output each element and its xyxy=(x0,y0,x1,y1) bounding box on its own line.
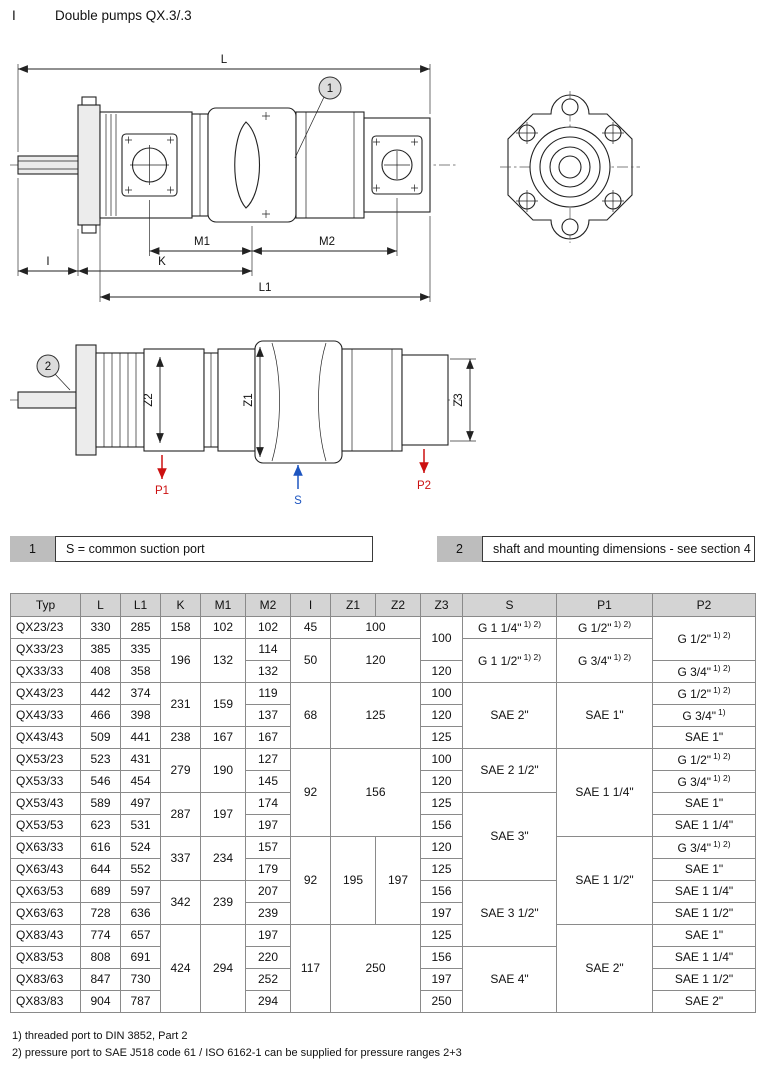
pump-port-view-body xyxy=(10,341,462,463)
drive-shaft-2 xyxy=(18,392,76,408)
dimension-value-cell: 589 xyxy=(81,793,121,815)
pump-type-cell: QX63/63 xyxy=(11,903,81,925)
dimension-value-cell: 787 xyxy=(121,991,161,1013)
dimension-value-cell: 195 xyxy=(331,837,376,925)
pump-type-cell: QX53/43 xyxy=(11,793,81,815)
dimension-value-cell: 100 xyxy=(421,749,463,771)
dimension-value-cell: SAE 1" xyxy=(653,859,756,881)
dimension-value-cell: 102 xyxy=(201,617,246,639)
dimension-value-cell: 137 xyxy=(246,705,291,727)
pump-type-cell: QX63/33 xyxy=(11,837,81,859)
pump-type-cell: QX53/23 xyxy=(11,749,81,771)
table-row xyxy=(11,683,756,705)
dimension-value-cell: SAE 1 1/2" xyxy=(557,837,653,925)
dimension-value-cell: G 1 1/4" $^{1) 2)}$ xyxy=(463,617,557,639)
port-label-S: S xyxy=(294,495,302,507)
dimension-value-cell: 442 xyxy=(81,683,121,705)
dimension-value-cell: SAE 3 1/2" xyxy=(463,881,557,947)
table-row xyxy=(11,837,756,859)
dimension-value-cell: 250 xyxy=(421,991,463,1013)
dimension-value-cell: 45 xyxy=(291,617,331,639)
dimension-value-cell: 117 xyxy=(291,925,331,1013)
dimension-value-cell: 616 xyxy=(81,837,121,859)
legend-2-text: shaft and mounting dimensions - see section 4 xyxy=(482,536,755,562)
dimension-value-cell: SAE 1 1/4" xyxy=(653,947,756,969)
dimension-value-cell: 808 xyxy=(81,947,121,969)
dimension-value-cell: 335 xyxy=(121,639,161,661)
dim-label-Z3: Z3 xyxy=(453,393,465,407)
dimension-value-cell: SAE 1 1/4" xyxy=(653,815,756,837)
dimension-value-cell: 156 xyxy=(421,881,463,903)
page-title: Double pumps QX.3/.3 xyxy=(55,8,192,23)
pump-type-cell: QX33/33 xyxy=(11,661,81,683)
dim-label-M2: M2 xyxy=(319,236,335,248)
pump-type-cell: QX53/53 xyxy=(11,815,81,837)
col-header-l: L xyxy=(81,594,121,617)
dimension-value-cell: 197 xyxy=(421,969,463,991)
dim-label-L1: L1 xyxy=(258,282,272,294)
dimension-value-cell: 523 xyxy=(81,749,121,771)
dimension-value-cell: 728 xyxy=(81,903,121,925)
dim-label-I: I xyxy=(46,256,50,268)
dimension-value-cell: 385 xyxy=(81,639,121,661)
end-cover-bottom xyxy=(402,355,448,445)
mounting-flange-view xyxy=(500,91,640,243)
dimension-value-cell: G 1/2" $^{1) 2)}$ xyxy=(653,749,756,771)
dimension-value-cell: 657 xyxy=(121,925,161,947)
dimension-value-cell: 197 xyxy=(421,903,463,925)
footnotes xyxy=(12,1028,462,1062)
dimension-value-cell: 847 xyxy=(81,969,121,991)
dimension-value-cell: 132 xyxy=(246,661,291,683)
dimension-value-cell: 127 xyxy=(246,749,291,771)
shaft-end xyxy=(559,156,581,178)
dimension-value-cell: 424 xyxy=(161,925,201,1013)
port-label-P2: P2 xyxy=(416,480,432,492)
dimension-value-cell: 125 xyxy=(421,859,463,881)
dimension-value-cell: G 3/4" $^{1) 2)}$ xyxy=(557,639,653,683)
dimension-value-cell: 524 xyxy=(121,837,161,859)
dimension-value-cell: SAE 2" xyxy=(557,925,653,1013)
dimension-value-cell: 466 xyxy=(81,705,121,727)
table-header-row xyxy=(11,594,756,617)
pump-type-cell: QX83/63 xyxy=(11,969,81,991)
pump-type-cell: QX43/33 xyxy=(11,705,81,727)
pump-type-cell: QX43/23 xyxy=(11,683,81,705)
drive-shaft xyxy=(18,156,80,174)
dimension-value-cell: 50 xyxy=(291,639,331,683)
dimension-value-cell: 197 xyxy=(376,837,421,925)
dimension-value-cell: 337 xyxy=(161,837,201,881)
drawing-side-view xyxy=(10,50,755,330)
dimension-value-cell: 156 xyxy=(421,815,463,837)
dimension-value-cell: 279 xyxy=(161,749,201,793)
dimension-value-cell: 100 xyxy=(421,683,463,705)
dim-label-Z2: Z2 xyxy=(143,393,155,407)
dimension-value-cell: 285 xyxy=(121,617,161,639)
dimension-value-cell: 120 xyxy=(421,705,463,727)
dimension-value-cell: 239 xyxy=(201,881,246,925)
dimension-value-cell: 119 xyxy=(246,683,291,705)
mounting-hole-bottom xyxy=(562,219,578,235)
legend-item-1 xyxy=(10,536,373,562)
dimension-value-cell: 691 xyxy=(121,947,161,969)
dimension-value-cell: 597 xyxy=(121,881,161,903)
dim-label-L: L xyxy=(220,54,228,66)
legend-item-2 xyxy=(437,536,755,562)
dimension-value-cell: G 3/4" $^{1)}$ xyxy=(653,705,756,727)
port-label-P1: P1 xyxy=(154,485,170,497)
dimension-value-cell: 120 xyxy=(421,837,463,859)
col-header-z1: Z1 xyxy=(331,594,376,617)
dimension-value-cell: 231 xyxy=(161,683,201,727)
dimension-value-cell: SAE 2 1/2" xyxy=(463,749,557,793)
dimension-value-cell: 197 xyxy=(246,925,291,947)
dimension-value-cell: SAE 2" xyxy=(653,991,756,1013)
footnote-2: 2) pressure port to SAE J518 code 61 / ISO 6162-1 can be supplied for pressure ranges 2+3 xyxy=(12,1047,462,1059)
dimension-value-cell: 179 xyxy=(246,859,291,881)
dimension-value-cell: 220 xyxy=(246,947,291,969)
pump-type-cell: QX83/53 xyxy=(11,947,81,969)
dim-label-M1: M1 xyxy=(194,236,210,248)
dimension-value-cell: 546 xyxy=(81,771,121,793)
dimension-value-cell: 190 xyxy=(201,749,246,793)
dimension-value-cell: SAE 1" xyxy=(653,727,756,749)
dimension-value-cell: 125 xyxy=(421,793,463,815)
dimension-value-cell: 157 xyxy=(246,837,291,859)
dimension-value-cell: 234 xyxy=(201,837,246,881)
dimension-value-cell: 197 xyxy=(246,815,291,837)
section-marker: I xyxy=(12,8,16,23)
footnote-1: 1) threaded port to DIN 3852, Part 2 xyxy=(12,1030,188,1042)
pump-stage-2-bottom xyxy=(342,349,402,451)
table-row xyxy=(11,749,756,771)
dimension-value-cell: 196 xyxy=(161,639,201,683)
dimension-value-cell: 158 xyxy=(161,617,201,639)
dim-label-K: K xyxy=(158,256,166,268)
legend-2-number: 2 xyxy=(437,536,482,562)
drawing-port-view xyxy=(10,333,755,518)
col-header-z2: Z2 xyxy=(376,594,421,617)
dimension-value-cell: 509 xyxy=(81,727,121,749)
dimension-value-cell: 644 xyxy=(81,859,121,881)
dimension-value-cell: SAE 1" xyxy=(653,793,756,815)
dimension-value-cell: 125 xyxy=(421,727,463,749)
table-row xyxy=(11,617,756,639)
dim-label-Z1: Z1 xyxy=(243,393,255,407)
dimension-value-cell: 374 xyxy=(121,683,161,705)
dimension-value-cell: 689 xyxy=(81,881,121,903)
dimension-value-cell: SAE 2" xyxy=(463,683,557,749)
dimension-value-cell: G 3/4" $^{1) 2)}$ xyxy=(653,837,756,859)
dimension-value-cell: 120 xyxy=(421,771,463,793)
dimension-value-cell: 441 xyxy=(121,727,161,749)
col-header-i: I xyxy=(291,594,331,617)
dimension-value-cell: G 1/2" $^{1) 2)}$ xyxy=(557,617,653,639)
dimension-value-cell: 497 xyxy=(121,793,161,815)
dimension-value-cell: SAE 1 1/2" xyxy=(653,903,756,925)
dimension-value-cell: 287 xyxy=(161,793,201,837)
dimension-value-cell: G 1/2" $^{1) 2)}$ xyxy=(653,683,756,705)
dimension-value-cell: 358 xyxy=(121,661,161,683)
dimension-value-cell: 92 xyxy=(291,837,331,925)
dimension-value-cell: 408 xyxy=(81,661,121,683)
col-header-p2: P2 xyxy=(653,594,756,617)
dimension-value-cell: 431 xyxy=(121,749,161,771)
dimension-value-cell: 156 xyxy=(421,947,463,969)
dimension-value-cell: 100 xyxy=(331,617,421,639)
dimension-value-cell: G 3/4" $^{1) 2)}$ xyxy=(653,661,756,683)
suction-housing-bottom xyxy=(255,341,342,463)
dimension-value-cell: 398 xyxy=(121,705,161,727)
dimension-value-cell: 120 xyxy=(421,661,463,683)
dimension-value-cell: 730 xyxy=(121,969,161,991)
dimension-value-cell: 174 xyxy=(246,793,291,815)
legend-1-number: 1 xyxy=(10,536,55,562)
dimension-value-cell: 454 xyxy=(121,771,161,793)
dimension-value-cell: 636 xyxy=(121,903,161,925)
callout-1-label: 1 xyxy=(326,83,334,95)
dimension-value-cell: 252 xyxy=(246,969,291,991)
pump-type-cell: QX23/23 xyxy=(11,617,81,639)
dimension-value-cell: 159 xyxy=(201,683,246,727)
legend-1-text: S = common suction port xyxy=(55,536,373,562)
col-header-m2: M2 xyxy=(246,594,291,617)
dimension-value-cell: SAE 1 1/4" xyxy=(557,749,653,837)
col-header-l1: L1 xyxy=(121,594,161,617)
col-header-s: S xyxy=(463,594,557,617)
mounting-flange xyxy=(78,105,100,225)
dimension-value-cell: SAE 4" xyxy=(463,947,557,1013)
dimension-value-cell: 552 xyxy=(121,859,161,881)
pump-type-cell: QX83/83 xyxy=(11,991,81,1013)
dimension-value-cell: 132 xyxy=(201,639,246,683)
dimension-value-cell: 623 xyxy=(81,815,121,837)
dimension-value-cell: 102 xyxy=(246,617,291,639)
dimension-table-body xyxy=(11,617,756,1013)
col-header-m1: M1 xyxy=(201,594,246,617)
dimension-value-cell: 294 xyxy=(201,925,246,1013)
dimension-value-cell: 774 xyxy=(81,925,121,947)
callout-2 xyxy=(37,355,70,390)
dimension-value-cell: 330 xyxy=(81,617,121,639)
dimension-value-cell: 92 xyxy=(291,749,331,837)
dimension-value-cell: 120 xyxy=(331,639,421,683)
dimension-value-cell: 125 xyxy=(421,925,463,947)
pump-type-cell: QX63/53 xyxy=(11,881,81,903)
col-header-typ: Typ xyxy=(11,594,81,617)
dimension-value-cell: 904 xyxy=(81,991,121,1013)
dimension-value-cell: 239 xyxy=(246,903,291,925)
dimension-value-cell: 197 xyxy=(201,793,246,837)
table-row xyxy=(11,925,756,947)
dimension-value-cell: SAE 1 1/2" xyxy=(653,969,756,991)
pump-side-view-body xyxy=(10,97,458,233)
table-row xyxy=(11,639,756,661)
dimension-value-cell: 68 xyxy=(291,683,331,749)
pump-type-cell: QX43/43 xyxy=(11,727,81,749)
mounting-hole-top xyxy=(562,99,578,115)
dimension-value-cell: 342 xyxy=(161,881,201,925)
dimension-value-cell: 167 xyxy=(201,727,246,749)
dimension-value-cell: G 3/4" $^{1) 2)}$ xyxy=(653,771,756,793)
dimension-value-cell: 125 xyxy=(331,683,421,749)
col-header-z3: Z3 xyxy=(421,594,463,617)
page-header xyxy=(12,8,192,23)
col-header-p1: P1 xyxy=(557,594,653,617)
pump-type-cell: QX83/43 xyxy=(11,925,81,947)
pump-type-cell: QX53/33 xyxy=(11,771,81,793)
dimension-value-cell: 156 xyxy=(331,749,421,837)
pump-type-cell: QX63/43 xyxy=(11,859,81,881)
dimension-value-cell: 207 xyxy=(246,881,291,903)
dimension-value-cell: G 1 1/2" $^{1) 2)}$ xyxy=(463,639,557,683)
dimension-value-cell: SAE 1" xyxy=(653,925,756,947)
dimension-value-cell: 238 xyxy=(161,727,201,749)
dimension-value-cell: SAE 3" xyxy=(463,793,557,881)
pump-type-cell: QX33/23 xyxy=(11,639,81,661)
dimension-table xyxy=(10,593,756,1013)
col-header-k: K xyxy=(161,594,201,617)
dimension-value-cell: G 1/2" $^{1) 2)}$ xyxy=(653,617,756,661)
dimension-value-cell: 167 xyxy=(246,727,291,749)
dimension-value-cell: SAE 1 1/4" xyxy=(653,881,756,903)
dimension-value-cell: 294 xyxy=(246,991,291,1013)
dimension-value-cell: 531 xyxy=(121,815,161,837)
dimension-value-cell: 114 xyxy=(246,639,291,661)
dimension-value-cell: 100 xyxy=(421,617,463,661)
callout-2-label: 2 xyxy=(44,361,52,373)
dimension-value-cell: 250 xyxy=(331,925,421,1013)
dimension-value-cell: 145 xyxy=(246,771,291,793)
dimension-value-cell: SAE 1" xyxy=(557,683,653,749)
mounting-flange-2 xyxy=(76,345,96,455)
